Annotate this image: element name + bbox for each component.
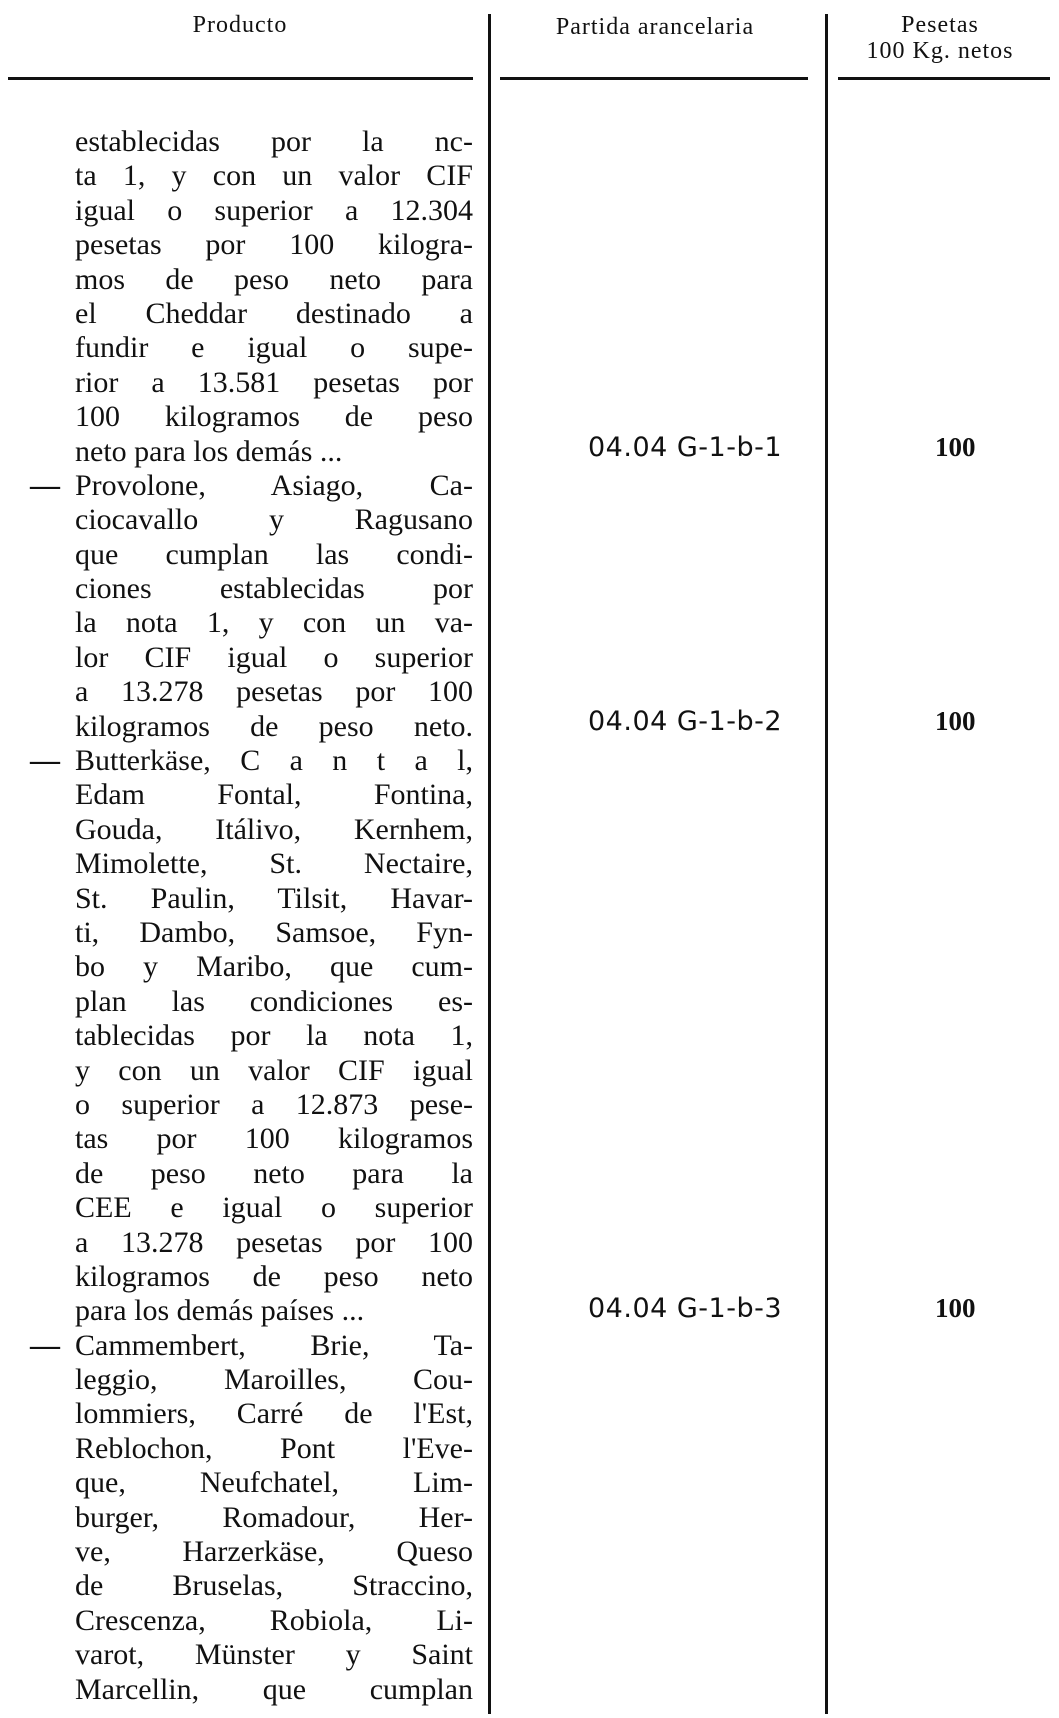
- text-line: y con un valor CIF igual: [75, 1053, 473, 1087]
- text-line: Gouda, Itálivo, Kernhem,: [75, 812, 473, 846]
- text-line: neto para los demás ...: [75, 434, 343, 468]
- text-line: bo y Maribo, que cum-: [75, 950, 473, 984]
- text-line: kilogramos de peso neto.: [75, 709, 473, 743]
- text-line: pesetas por 100 kilogra-: [75, 228, 473, 262]
- tariff-code-1: 04.04 G-1-b-1: [588, 432, 783, 463]
- text-line: [30, 1328, 473, 1363]
- text-line: o superior a 12.873 pese-: [75, 1087, 473, 1121]
- text-line: establecidas por la nc-: [75, 125, 473, 158]
- text-line: Edam Fontal, Fontina,: [75, 778, 473, 812]
- pesetas-value-1: 100: [935, 432, 976, 462]
- text-line-content: Butterkäse, C a n t a l,: [75, 744, 473, 778]
- text-line: [30, 744, 473, 778]
- text-line: para los demás países ...: [75, 1294, 365, 1328]
- header-pesetas-line1: Pesetas: [901, 12, 979, 38]
- column-divider-1: [488, 14, 491, 1714]
- text-line: burger, Romadour, Her-: [75, 1500, 473, 1534]
- text-line-content: Provolone, Asiago, Ca-: [75, 468, 473, 502]
- text-line: ciocavallo y Ragusano: [75, 503, 473, 537]
- text-line: Crescenza, Robiola, Li-: [75, 1603, 473, 1637]
- item-dash: —: [30, 1328, 60, 1362]
- text-line: a 13.278 pesetas por 100: [75, 1225, 473, 1259]
- text-line: Marcellin, que cumplan: [75, 1672, 473, 1706]
- text-line: leggio, Maroilles, Cou-: [75, 1363, 473, 1397]
- text-line: a 13.278 pesetas por 100: [75, 675, 473, 709]
- column-divider-2: [825, 14, 828, 1714]
- text-line: ta 1, y con un valor CIF: [75, 159, 473, 193]
- text-line: Mimolette, St. Nectaire,: [75, 847, 473, 881]
- text-line: plan las condiciones es-: [75, 984, 473, 1018]
- text-line: ciones establecidas por: [75, 572, 473, 606]
- text-line: kilogramos de peso neto: [75, 1259, 473, 1293]
- pesetas-value-3: 100: [935, 1293, 976, 1323]
- header-rule-producto: [8, 77, 473, 80]
- item-dash: —: [30, 744, 60, 778]
- text-line: que, Neufchatel, Lim-: [75, 1466, 473, 1500]
- text-line: lommiers, Carré de l'Est,: [75, 1397, 473, 1431]
- text-line: ve, Harzerkäse, Queso: [75, 1535, 473, 1569]
- text-line: fundir e igual o supe-: [75, 331, 473, 365]
- text-line: rior a 13.581 pesetas por: [75, 365, 473, 399]
- text-line: varot, Münster y Saint: [75, 1638, 473, 1672]
- text-line: St. Paulin, Tilsit, Havar-: [75, 881, 473, 915]
- text-line: que cumplan las condi-: [75, 537, 473, 571]
- item-dash: —: [30, 468, 60, 502]
- product-description: [30, 125, 473, 1707]
- text-line: CEE e igual o superior: [75, 1191, 473, 1225]
- text-line: de Bruselas, Straccino,: [75, 1569, 473, 1603]
- header-pesetas: [840, 12, 1040, 64]
- header-producto: Producto: [192, 12, 288, 38]
- header-pesetas-line2: 100 Kg. netos: [866, 38, 1014, 64]
- text-line: el Cheddar destinado a: [75, 296, 473, 330]
- text-line: ti, Dambo, Samsoe, Fyn-: [75, 915, 473, 949]
- header-rule-pesetas: [838, 77, 1050, 80]
- text-line: igual o superior a 12.304: [75, 193, 473, 227]
- text-line: tas por 100 kilogramos: [75, 1122, 473, 1156]
- text-line: Reblochon, Pont l'Eve-: [75, 1431, 473, 1465]
- text-line: lor CIF igual o superior: [75, 640, 473, 674]
- tariff-code-3: 04.04 G-1-b-3: [588, 1293, 783, 1324]
- text-line: la nota 1, y con un va-: [75, 606, 473, 640]
- text-line: mos de peso neto para: [75, 262, 473, 296]
- tariff-code-2: 04.04 G-1-b-2: [588, 706, 783, 737]
- header-rule-partida: [500, 77, 808, 80]
- text-line: [30, 468, 473, 503]
- text-line: de peso neto para la: [75, 1156, 473, 1190]
- text-line: tablecidas por la nota 1,: [75, 1019, 473, 1053]
- text-line-content: Cammembert, Brie, Ta-: [75, 1328, 473, 1362]
- text-line: 100 kilogramos de peso: [75, 400, 473, 434]
- header-partida-arancelaria: Partida arancelaria: [555, 14, 755, 40]
- pesetas-value-2: 100: [935, 706, 976, 736]
